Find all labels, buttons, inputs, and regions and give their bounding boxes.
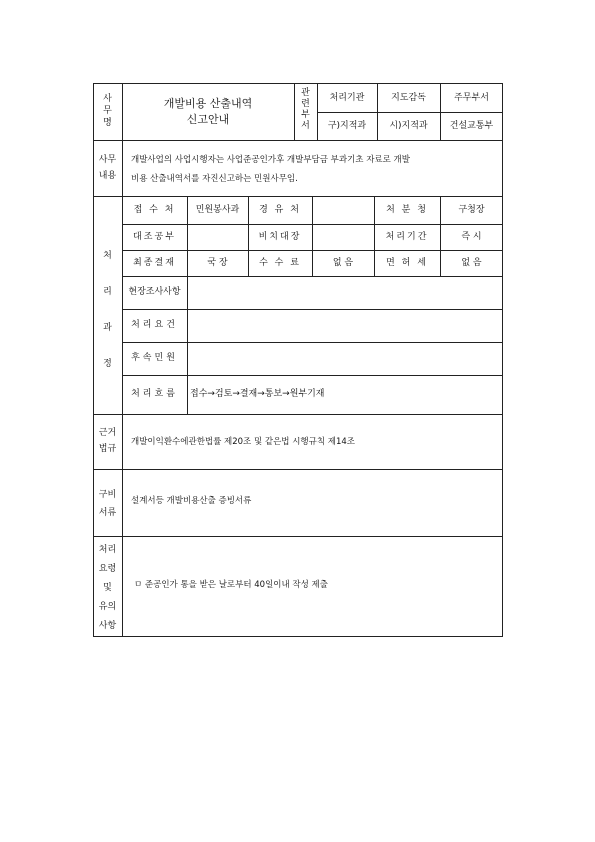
site-survey-label: 현장조사사항: [128, 287, 181, 297]
final-approval-label: 최종결재: [133, 258, 176, 268]
license-tax-value: 없 음: [461, 258, 482, 268]
label-word: 근거: [98, 428, 117, 438]
affairs-content-line-2: 비용 산출내역서를 자진신고하는 민원사무임.: [131, 174, 298, 184]
title-line-2: 신고안내: [186, 113, 230, 126]
divider-header: [93, 140, 503, 141]
followup-label: 후속민원: [131, 353, 178, 363]
dept-value-supervision: 시)지적과: [389, 121, 428, 131]
basis-label: [93, 425, 122, 457]
label-char: 련: [301, 99, 310, 109]
basis-value: 개발이익환수에관한법률 제20조 및 같은법 시행규칙 제14조: [131, 437, 355, 447]
label-word: 서류: [98, 508, 117, 518]
divider-documents: [93, 536, 503, 537]
affairs-content-line-1: 개발사업의 사업시행자는 사업준공인가후 개발부담금 부과기초 자료로 개발: [131, 155, 410, 165]
dept-header-supervision: 지도감독: [391, 93, 426, 103]
label-char: 서: [301, 121, 310, 131]
label-word: 사항: [98, 621, 117, 631]
divider-affairs: [93, 196, 503, 197]
label-char: 과: [103, 323, 112, 333]
affairs-content-label: [93, 152, 122, 184]
requirement-label: 처리요건: [131, 320, 178, 330]
reception-value: 민원봉사과: [195, 205, 240, 215]
label-word: 및: [103, 583, 112, 593]
divider-basis: [93, 469, 503, 470]
ledger-label: 비치대장: [258, 232, 302, 242]
flow-value: 접수→검토→결재→통보→원부기재: [190, 389, 325, 399]
label-char: 정: [103, 359, 112, 369]
label-char: 처: [103, 251, 112, 261]
disposition-value: 구청장: [458, 205, 485, 215]
process-row-line: [122, 309, 503, 310]
final-approval-value: 국 장: [207, 258, 228, 268]
process-row-line: [122, 342, 503, 343]
label-word: 사무: [98, 155, 117, 165]
dept-value-processing: 구)지적과: [327, 121, 367, 131]
label-char: 관: [301, 88, 310, 98]
via-label: 경 유 처: [259, 205, 301, 215]
affairs-name-label: [93, 93, 122, 129]
process-label: [93, 238, 122, 382]
fee-value: 없 음: [332, 258, 354, 268]
process-row-line: [122, 375, 503, 376]
label-char: 사: [103, 94, 112, 104]
dept-value-main: 건설교통부: [449, 121, 494, 131]
processing-period-label: 처리기간: [385, 232, 429, 242]
license-tax-label: 면 허 세: [386, 258, 428, 268]
label-word: 유의: [98, 602, 117, 612]
label-word: 법규: [98, 444, 117, 454]
flow-label: 처리흐름: [131, 389, 178, 399]
label-word: 내용: [98, 171, 117, 181]
documents-value: 설계서등 개발비용산출 증빙서류: [131, 496, 252, 506]
dept-header-processing: 처리기관: [329, 93, 365, 103]
label-word: 요령: [98, 564, 117, 574]
process-row-line: [122, 276, 503, 277]
label-char: 리: [103, 287, 112, 297]
fee-label: 수 수 료: [259, 258, 301, 268]
label-char: 무: [103, 106, 112, 116]
title-line-1: 개발비용 산출내역: [163, 97, 253, 110]
documents-label: [93, 486, 122, 522]
reference-register-label: 대조공부: [133, 232, 176, 242]
process-col-line: [187, 196, 188, 414]
divider-dept-rows: [317, 112, 503, 113]
notes-label: [93, 541, 122, 636]
label-char: 명: [103, 118, 112, 128]
dept-header-main: 주무부서: [454, 93, 489, 103]
label-char: 부: [301, 110, 310, 120]
reception-label: 접 수 처: [133, 205, 176, 215]
label-word: 구비: [98, 490, 117, 500]
divider-process: [93, 414, 503, 415]
label-word: 처리: [98, 545, 117, 555]
disposition-label: 처 분 청: [386, 205, 428, 215]
related-dept-label: [294, 88, 317, 132]
processing-period-value: 즉 시: [461, 232, 482, 242]
notes-value: ㅁ 준공인가 통을 받은 날로부터 40일이내 작성 제출: [134, 580, 328, 590]
